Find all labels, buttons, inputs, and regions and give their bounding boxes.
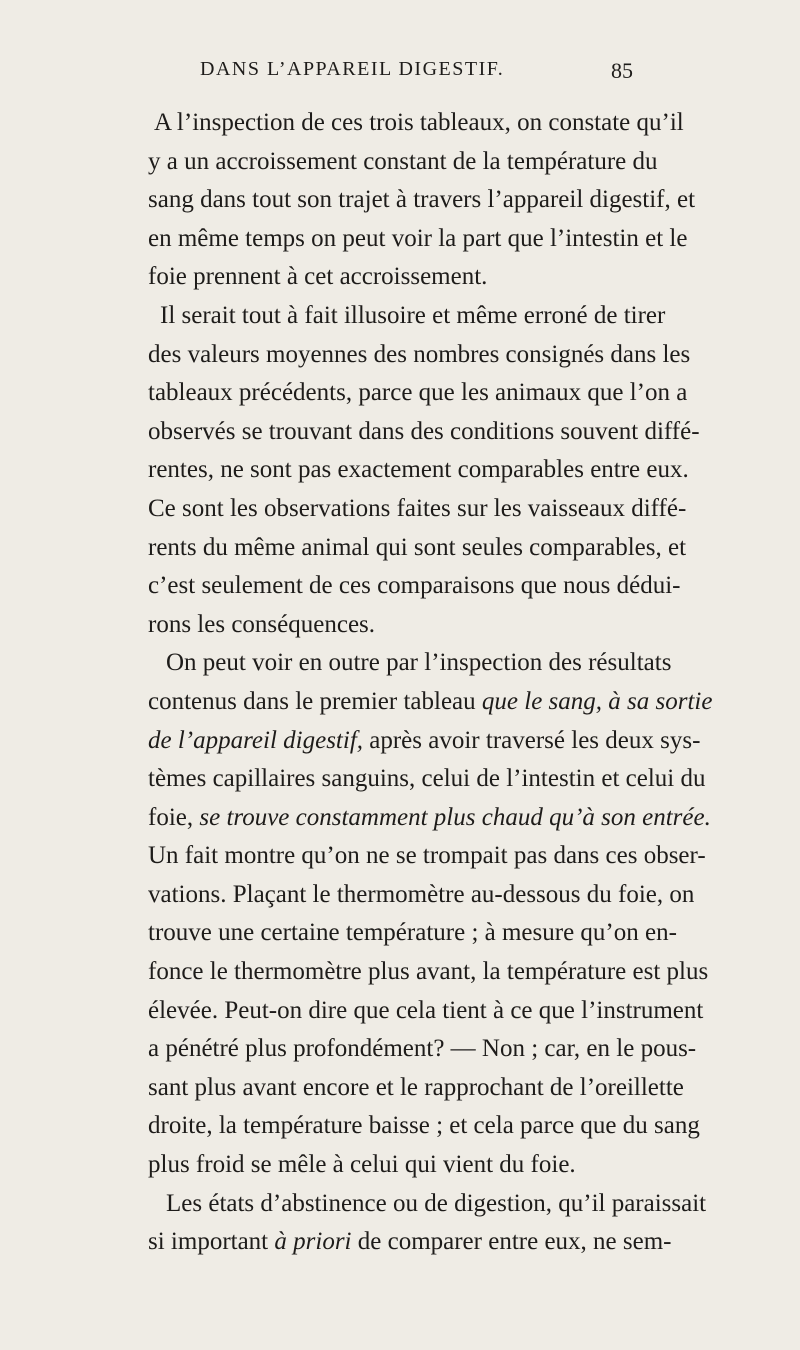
text-line: rents du même animal qui sont seules comparables, et bbox=[148, 533, 687, 561]
text-line: tableaux précédents, parce que les animaux que l’on a bbox=[148, 379, 688, 407]
text-line: A l’inspection de ces trois tableaux, on constate qu’il bbox=[154, 109, 684, 136]
text-line: sant plus avant encore et le rapprochant de l’oreillette bbox=[148, 1073, 684, 1101]
text-line bbox=[148, 683, 713, 722]
text-line bbox=[148, 1223, 672, 1262]
text-line: élevée. Peut-on dire que cela tient à ce que l’instrument bbox=[148, 996, 704, 1024]
text-line: des valeurs moyennes des nombres consignés dans les bbox=[148, 340, 691, 368]
text-run: si important bbox=[148, 1228, 269, 1256]
running-title: DANS L’APPAREIL DIGESTIF. bbox=[200, 58, 505, 80]
text-line: tèmes capillaires sanguins, celui de l’intestin et celui du bbox=[148, 765, 706, 793]
text-run: après avoir traversé les deux sys- bbox=[369, 726, 701, 754]
text-line: On peut voir en outre par l’inspection des résultats bbox=[166, 649, 672, 677]
italic-run: de l’appareil digestif, bbox=[148, 726, 364, 754]
text-line: y a un accroissement constant de la température du bbox=[148, 147, 658, 175]
text-line: vations. Plaçant le thermomètre au-dessous du foie, on bbox=[148, 880, 695, 908]
text-line: fonce le thermomètre plus avant, la température est plus bbox=[148, 958, 709, 986]
text-line bbox=[148, 722, 701, 761]
text-line: Ce sont les observations faites sur les vaisseaux diffé- bbox=[148, 494, 687, 522]
text-line: observés se trouvant dans des conditions souvent diffé- bbox=[148, 417, 700, 445]
body-text bbox=[148, 104, 713, 1262]
text-line: Un fait montre qu’on ne se trompait pas dans ces obser- bbox=[148, 842, 706, 870]
text-line: rentes, ne sont pas exactement comparables entre eux. bbox=[148, 456, 689, 484]
text-line bbox=[148, 799, 711, 838]
text-line: Il serait tout à fait illusoire et même erroné de tirer bbox=[160, 301, 666, 329]
text-line: trouve une certaine température ; à mesure qu’on en- bbox=[148, 919, 677, 947]
text-line: a pénétré plus profondément? — Non ; car, en le pous- bbox=[148, 1035, 697, 1063]
text-line: droite, la température baisse ; et cela parce que du sang bbox=[148, 1112, 700, 1140]
text-line: c’est seulement de ces comparaisons que nous dédui- bbox=[148, 572, 681, 600]
text-run: contenus dans le premier tableau bbox=[148, 687, 476, 715]
text-run: de comparer entre eux, ne sem- bbox=[357, 1228, 672, 1256]
text-line: rons les conséquences. bbox=[148, 610, 376, 638]
text-line: foie prennent à cet accroissement. bbox=[148, 263, 488, 291]
text-run: foie, bbox=[148, 803, 194, 831]
page-header bbox=[148, 58, 633, 88]
italic-run: se trouve constamment plus chaud qu’à son entrée. bbox=[199, 803, 711, 831]
page-number: 85 bbox=[611, 58, 633, 83]
text-line: plus froid se mêle à celui qui vient du foie. bbox=[148, 1151, 576, 1179]
text-line: Les états d’abstinence ou de digestion, qu’il paraissait bbox=[166, 1189, 707, 1217]
text-line: en même temps on peut voir la part que l’intestin et le bbox=[148, 224, 688, 252]
italic-run: à priori bbox=[274, 1228, 352, 1256]
italic-run: que le sang, à sa sortie bbox=[481, 687, 713, 715]
text-line: sang dans tout son trajet à travers l’appareil digestif, et bbox=[148, 186, 696, 214]
